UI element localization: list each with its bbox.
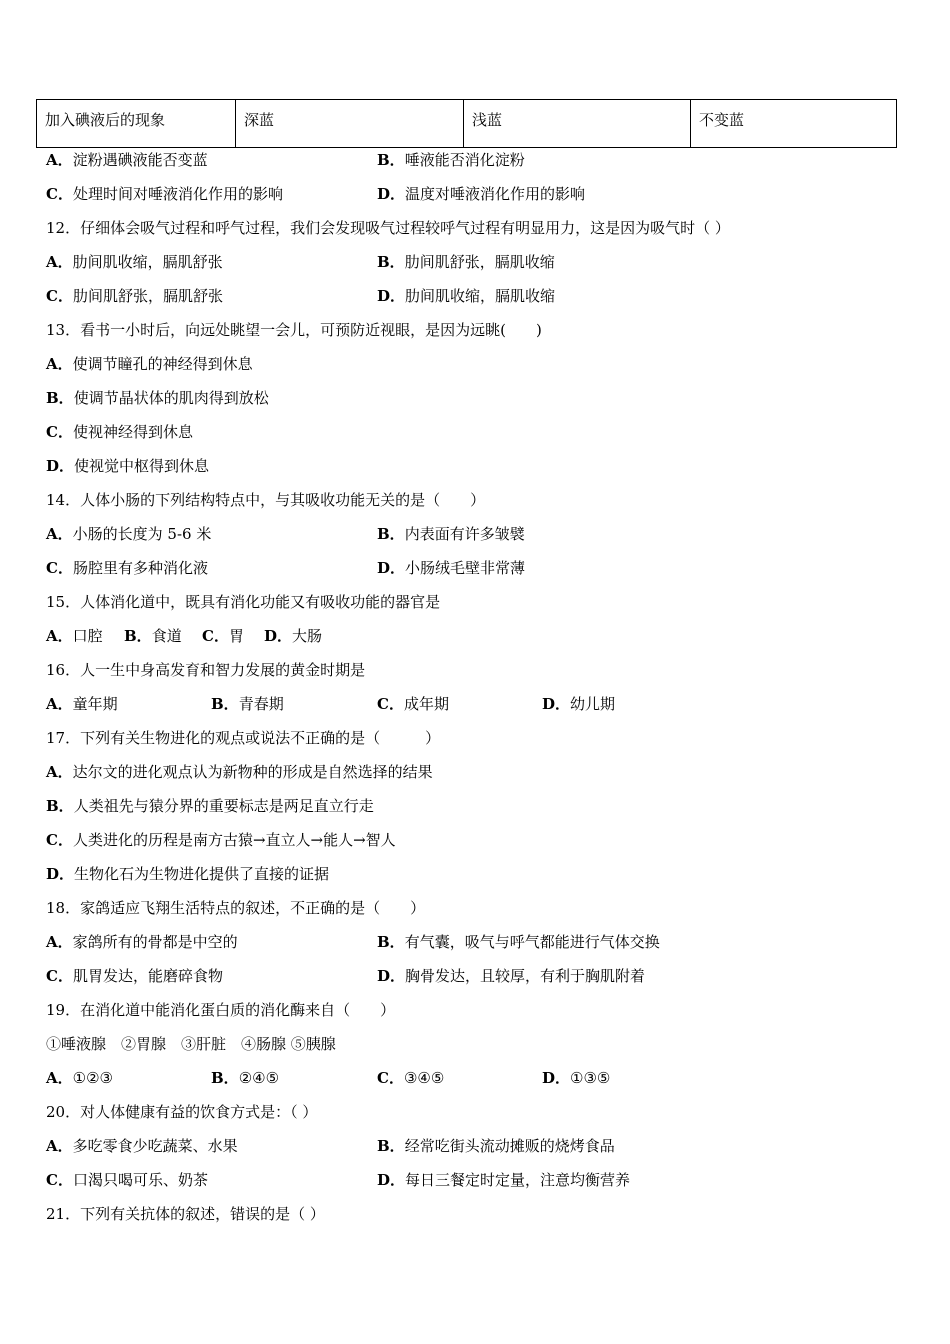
q13-stem: 13．看书一小时后，向远处眺望一会儿，可预防近视眼，是因为远眺( ) [46, 321, 542, 339]
q11-option-a[interactable]: A．淀粉遇碘液能否变蓝 [46, 151, 208, 169]
q20-option-c[interactable]: C．口渴只喝可乐、奶茶 [46, 1171, 208, 1189]
q18-option-b[interactable]: B．有气囊，吸气与呼气都能进行气体交换 [377, 933, 660, 951]
table-cell: 深蓝 [236, 100, 464, 148]
q21-stem: 21．下列有关抗体的叙述，错误的是（ ） [46, 1205, 325, 1223]
q16-option-c[interactable]: C．成年期 [377, 695, 449, 713]
iodine-result-table [36, 99, 897, 148]
q11-option-d[interactable]: D．温度对唾液消化作用的影响 [377, 185, 586, 203]
q19-option-c[interactable]: C．③④⑤ [377, 1069, 445, 1087]
q11-option-b[interactable]: B．唾液能否消化淀粉 [377, 151, 525, 169]
q16-option-a[interactable]: A．童年期 [46, 695, 118, 713]
q17-option-a[interactable]: A．达尔文的进化观点认为新物种的形成是自然选择的结果 [46, 763, 433, 781]
q20-option-a[interactable]: A．多吃零食少吃蔬菜、水果 [46, 1137, 238, 1155]
q14-stem: 14．人体小肠的下列结构特点中，与其吸收功能无关的是（ ） [46, 491, 486, 509]
q12-option-a[interactable]: A．肋间肌收缩，膈肌舒张 [46, 253, 223, 271]
q18-option-d[interactable]: D．胸骨发达，且较厚，有利于胸肌附着 [377, 967, 646, 985]
q14-option-c[interactable]: C．肠腔里有多种消化液 [46, 559, 208, 577]
q20-stem: 20．对人体健康有益的饮食方式是：（ ） [46, 1103, 318, 1121]
q15-option-b[interactable]: B．食道 [124, 627, 182, 645]
q14-option-d[interactable]: D．小肠绒毛壁非常薄 [377, 559, 526, 577]
q20-option-b[interactable]: B．经常吃街头流动摊贩的烧烤食品 [377, 1137, 615, 1155]
table-row [37, 100, 897, 148]
q14-option-a[interactable]: A．小肠的长度为 5-6 米 [46, 525, 212, 543]
table-cell: 浅蓝 [464, 100, 691, 148]
q15-option-c[interactable]: C．胃 [202, 627, 244, 645]
q20-option-d[interactable]: D．每日三餐定时定量，注意均衡营养 [377, 1171, 631, 1189]
q16-option-b[interactable]: B．青春期 [211, 695, 284, 713]
q12-stem: 12．仔细体会吸气过程和呼气过程，我们会发现吸气过程较呼气过程有明显用力，这是因为吸气时（ ） [46, 219, 730, 237]
q18-option-c[interactable]: C．肌胃发达，能磨碎食物 [46, 967, 223, 985]
q12-option-d[interactable]: D．肋间肌收缩，膈肌收缩 [377, 287, 556, 305]
q19-option-a[interactable]: A．①②③ [46, 1069, 113, 1087]
q15-option-d[interactable]: D．大肠 [264, 627, 323, 645]
table-cell: 不变蓝 [691, 100, 897, 148]
q17-option-b[interactable]: B．人类祖先与猿分界的重要标志是两足直立行走 [46, 797, 374, 815]
q19-option-d[interactable]: D．①③⑤ [542, 1069, 611, 1087]
q16-option-d[interactable]: D．幼儿期 [542, 695, 616, 713]
q16-stem: 16．人一生中身高发育和智力发展的黄金时期是 [46, 661, 366, 679]
q11-option-c[interactable]: C．处理时间对唾液消化作用的影响 [46, 185, 283, 203]
q13-option-b[interactable]: B．使调节晶状体的肌肉得到放松 [46, 389, 269, 407]
q17-option-c[interactable]: C．人类进化的历程是南方古猿→直立人→能人→智人 [46, 831, 396, 849]
q13-option-a[interactable]: A．使调节瞳孔的神经得到休息 [46, 355, 253, 373]
q13-option-d[interactable]: D．使视觉中枢得到休息 [46, 457, 210, 475]
q18-stem: 18．家鸽适应飞翔生活特点的叙述，不正确的是（ ） [46, 899, 426, 917]
q19-choices: ①唾液腺 ②胃腺 ③肝脏 ④肠腺 ⑤胰腺 [46, 1035, 336, 1053]
q19-option-b[interactable]: B．②④⑤ [211, 1069, 280, 1087]
q17-option-d[interactable]: D．生物化石为生物进化提供了直接的证据 [46, 865, 330, 883]
q17-stem: 17．下列有关生物进化的观点或说法不正确的是（ ） [46, 729, 441, 747]
q12-option-c[interactable]: C．肋间肌舒张，膈肌舒张 [46, 287, 223, 305]
q15-stem: 15．人体消化道中，既具有消化功能又有吸收功能的器官是 [46, 593, 441, 611]
q18-option-a[interactable]: A．家鸽所有的骨都是中空的 [46, 933, 238, 951]
q14-option-b[interactable]: B．内表面有许多皱襞 [377, 525, 525, 543]
q12-option-b[interactable]: B．肋间肌舒张，膈肌收缩 [377, 253, 555, 271]
q19-stem: 19．在消化道中能消化蛋白质的消化酶来自（ ） [46, 1001, 396, 1019]
table-cell: 加入碘液后的现象 [37, 100, 236, 148]
q13-option-c[interactable]: C．使视神经得到休息 [46, 423, 193, 441]
q15-option-a[interactable]: A．口腔 [46, 627, 103, 645]
